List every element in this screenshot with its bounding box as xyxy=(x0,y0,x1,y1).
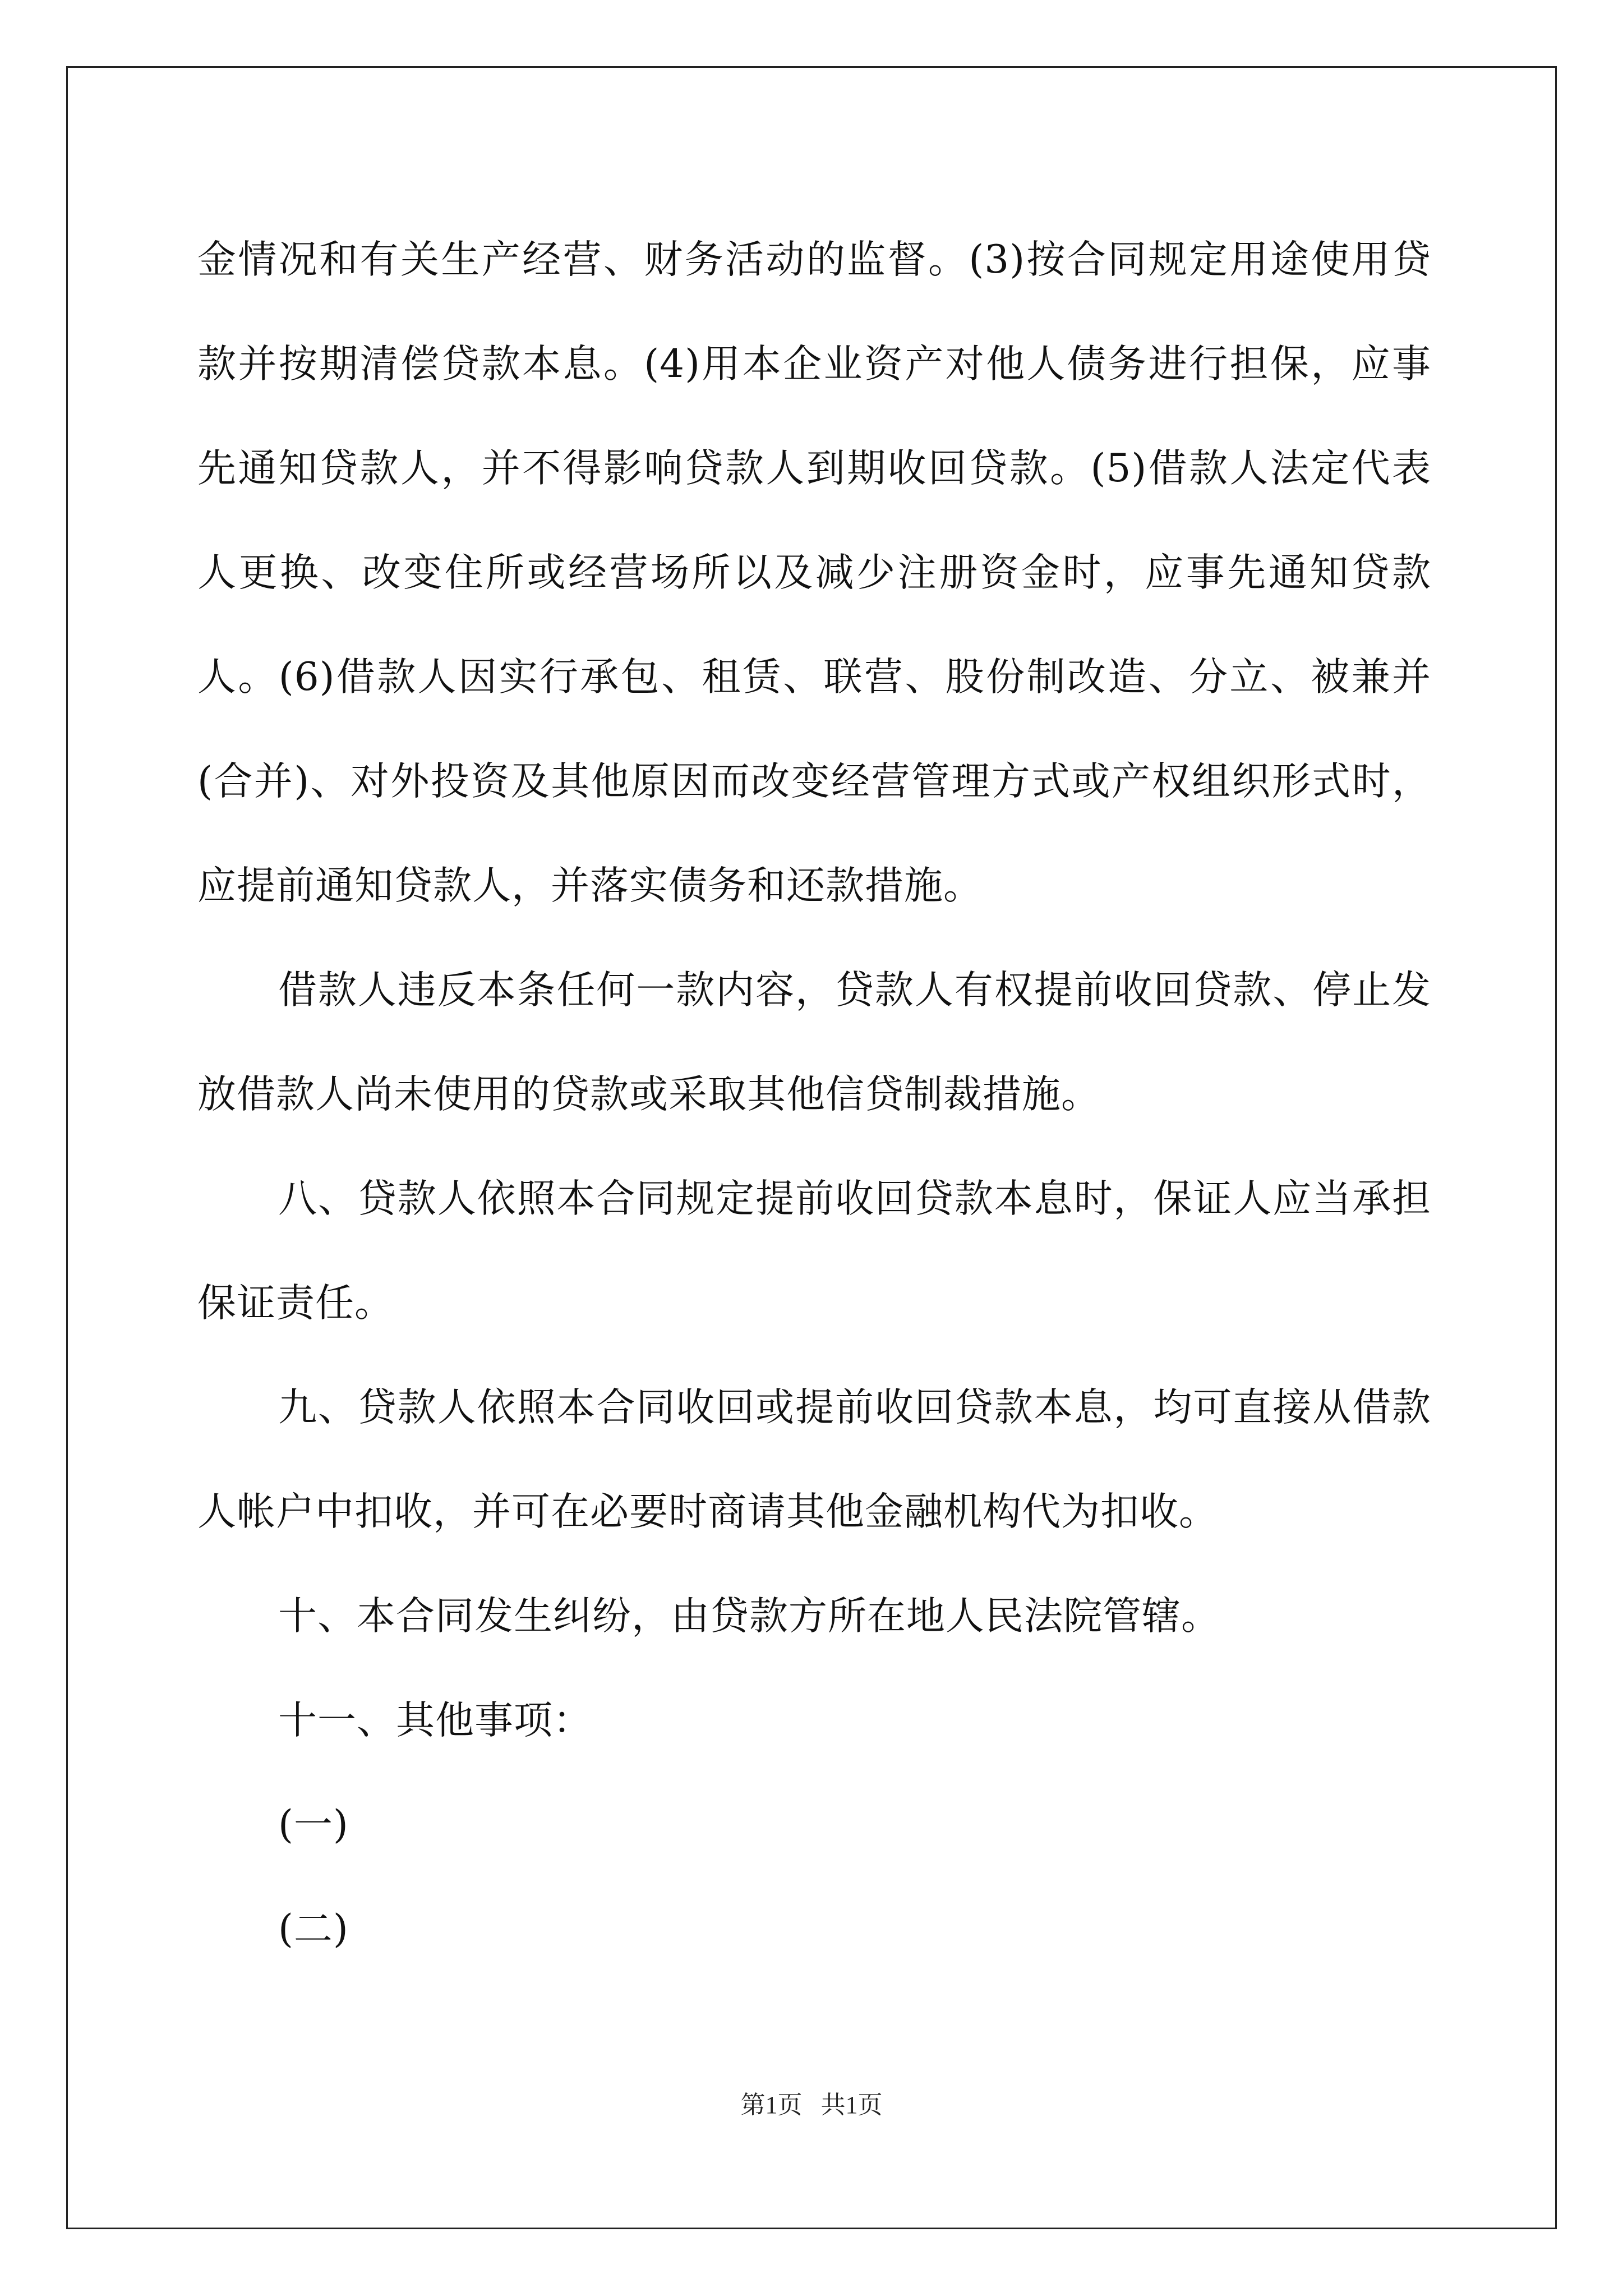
paragraph-clause-10: 十、本合同发生纠纷，由贷款方所在地人民法院管辖。 xyxy=(278,1594,1220,1639)
document-body xyxy=(197,208,1431,1981)
paragraph-clause-8: 八、贷款人依照本合同规定提前收回贷款本息时，保证人应当承担保证责任。 xyxy=(197,1176,1431,1326)
paragraph-obligations-continued: 金情况和有关生产经营、财务活动的监督。(3)按合同规定用途使用贷款并按期清偿贷款本息。(4)用本企业资产对他人债务进行担保，应事先通知贷款人，并不得影响贷款人到期收回贷款。(5)借款人法定代表人更换、改变住所或经营场所以及减少注册资金时，应事先通知贷款人。(6)借款人因实行承包、租赁、联营、股份制改造、分立、被兼并(合并)、对外投资及其他原因而改变经营管理方式或产权组织形式时，应提前通知贷款人，并落实债务和还款措施。 xyxy=(197,237,1431,908)
paragraph-clause-11: 十一、其他事项： xyxy=(278,1698,592,1743)
page-footer: 第1页 共1页 xyxy=(740,2091,883,2119)
paragraph-clause-9: 九、贷款人依照本合同收回或提前收回贷款本息，均可直接从借款人帐户中扣收，并可在必要时商请其他金融机构代为扣收。 xyxy=(197,1385,1431,1534)
paragraph-item-2: (二) xyxy=(278,1907,349,1952)
paragraph-breach-remedy: 借款人违反本条任何一款内容，贷款人有权提前收回贷款、停止发放借款人尚未使用的贷款或采取其他信贷制裁措施。 xyxy=(197,968,1431,1117)
paragraph-item-1: (一) xyxy=(278,1802,349,1847)
